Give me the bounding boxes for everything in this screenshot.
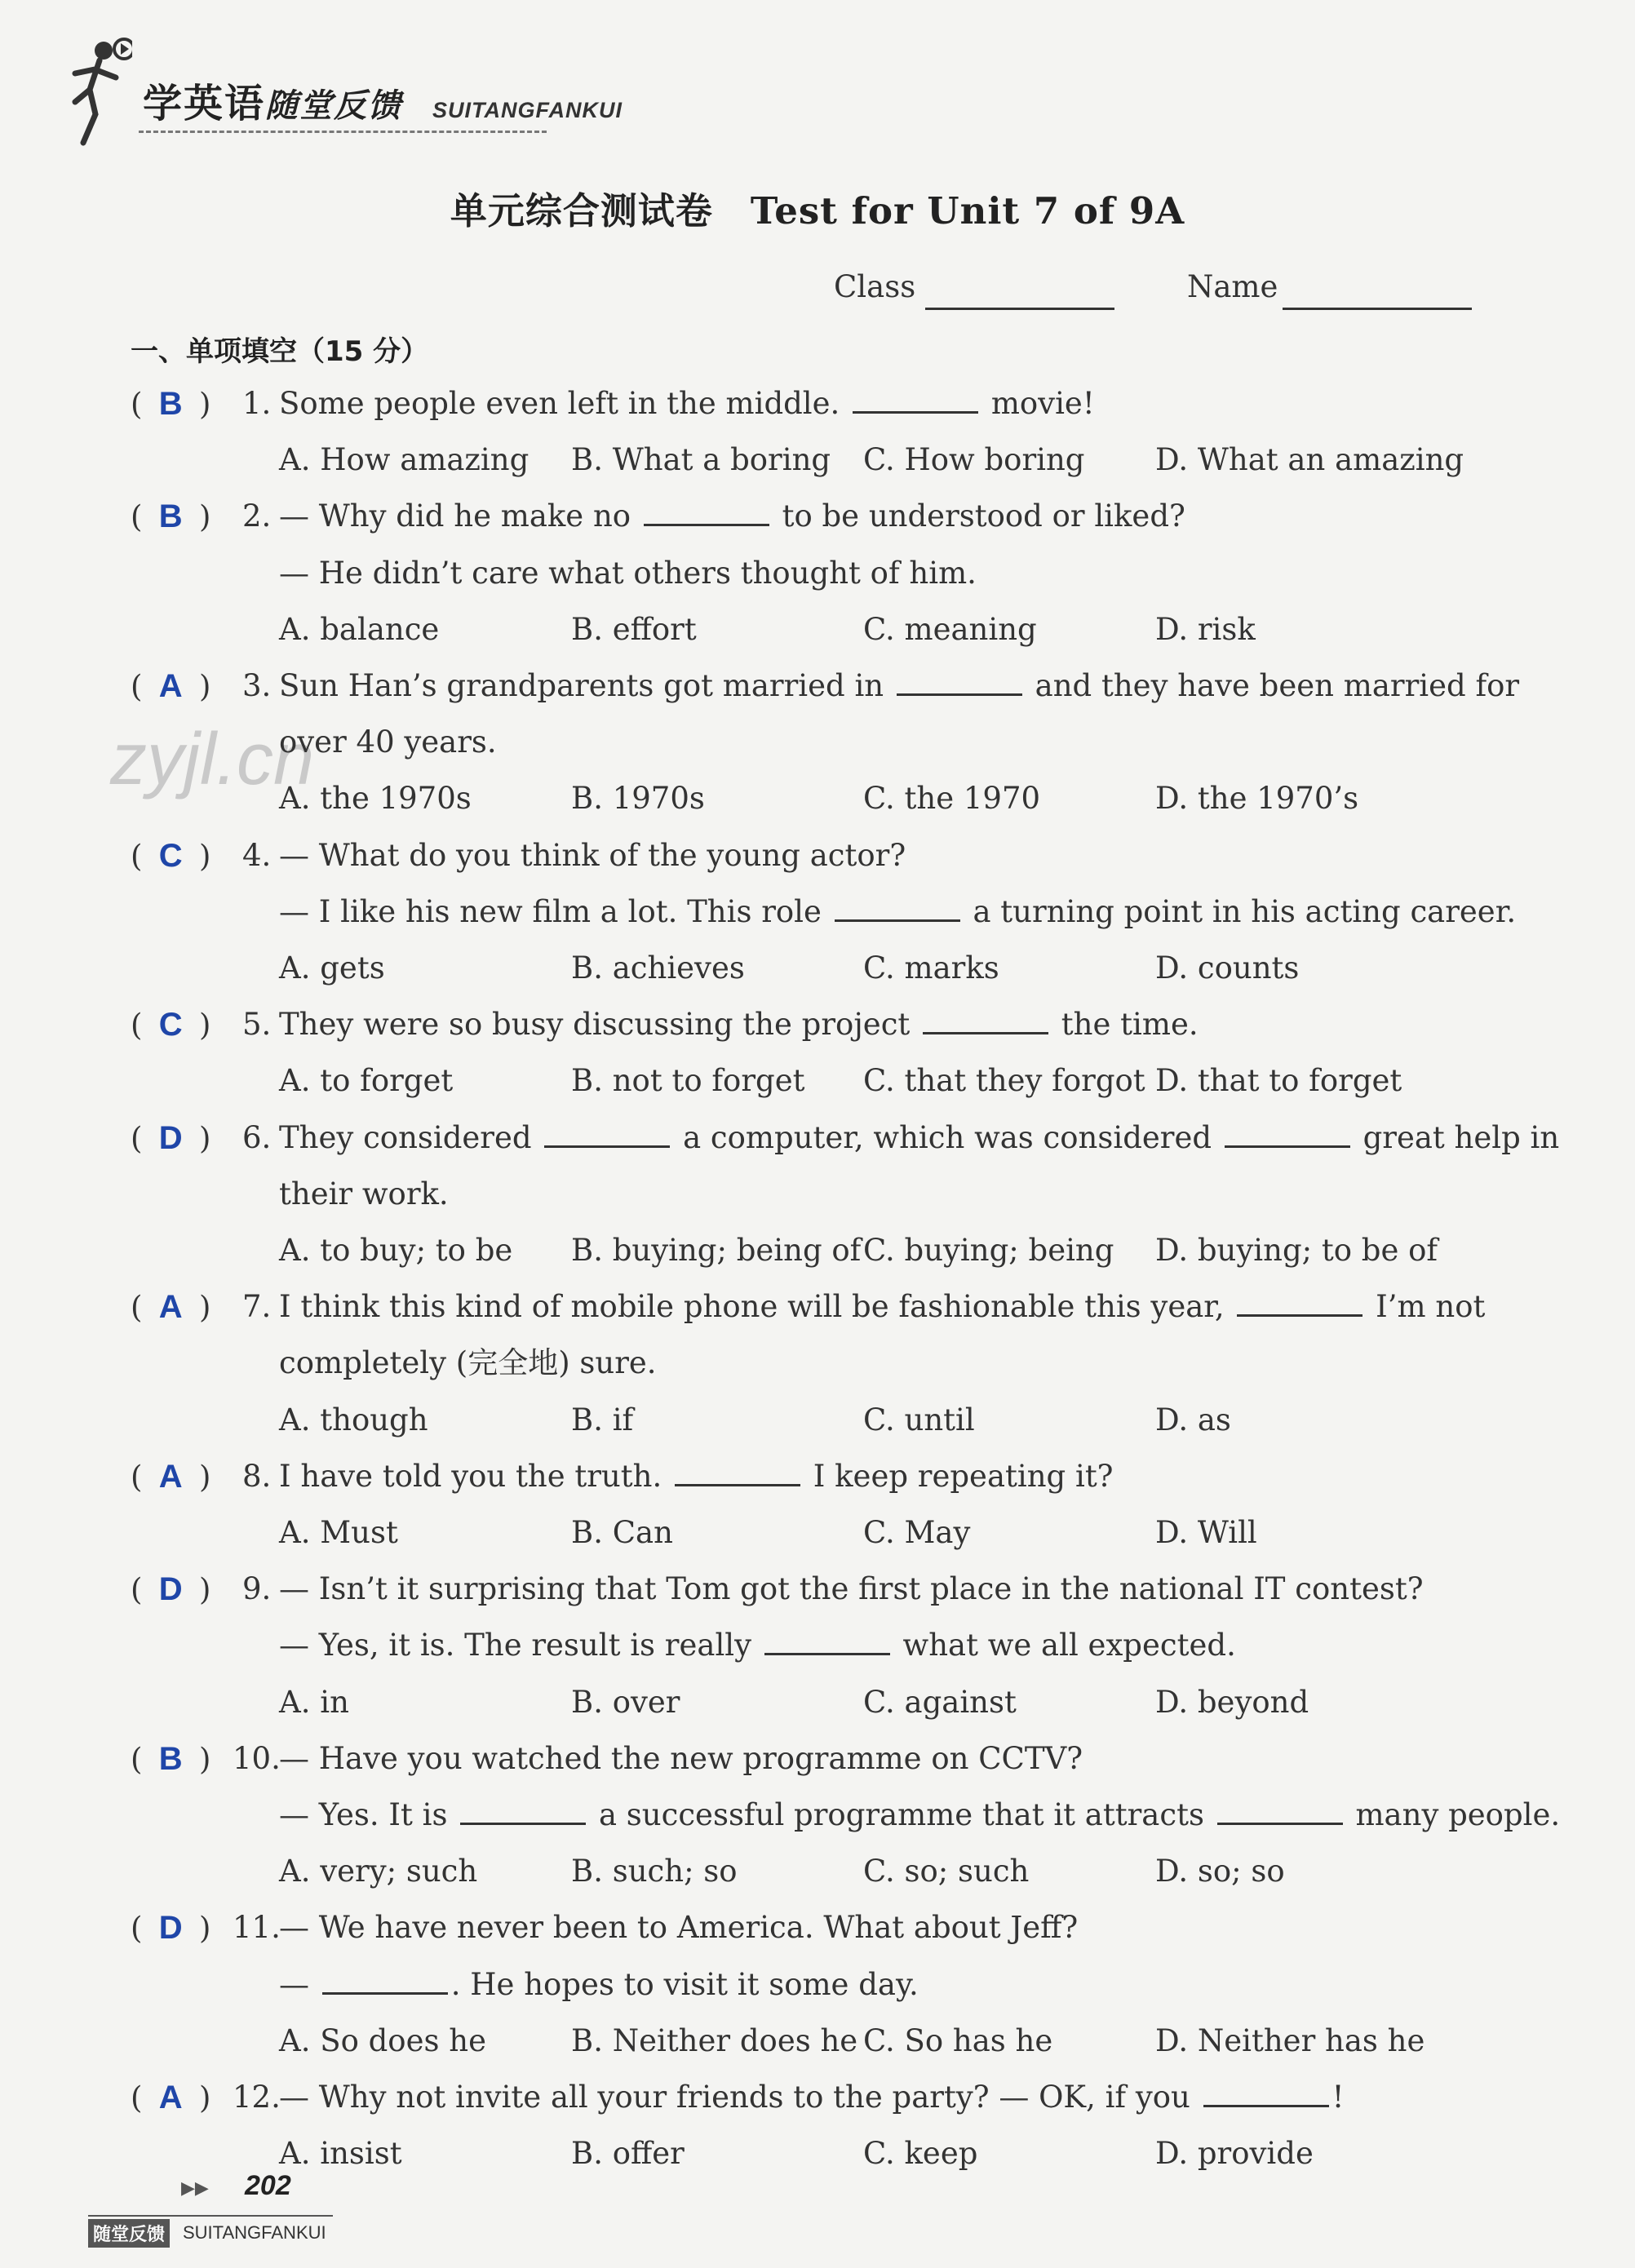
option-c[interactable]: C. keep [863,2136,978,2172]
question-text-segment: I keep repeating it? [803,1458,1114,1494]
question-text-continued [279,1965,919,2005]
question-text [279,1739,1083,1779]
option-b[interactable]: B. achieves [571,950,745,986]
question-number: 8. [242,1458,272,1494]
option-d[interactable]: D. What an amazing [1155,442,1464,478]
question-text-segment: the time. [1052,1007,1199,1043]
option-d[interactable]: D. so; so [1155,1854,1285,1889]
question-text [279,1456,1114,1497]
question-text [279,1118,1559,1158]
answer-letter: D [158,1910,183,1947]
question-text [279,496,1185,537]
question-number: 11. [233,1910,281,1946]
option-c[interactable]: C. buying; being [863,1233,1114,1268]
question-text-segment: — Have you watched the new programme on CCTV? [279,1740,1083,1776]
option-a[interactable]: A. balance [279,611,440,647]
answer-blank[interactable] [322,1968,448,1995]
question-text [279,2077,1345,2118]
answer-letter: B [158,498,183,535]
question-text [279,383,1095,424]
answer-letter: D [158,1119,183,1156]
answer-blank[interactable] [897,669,1022,696]
answer-blank[interactable] [1203,2080,1329,2107]
option-d[interactable]: D. beyond [1155,1684,1309,1720]
question-number: 12. [233,2080,281,2115]
option-b[interactable]: B. What a boring [571,442,831,478]
question-text [279,835,906,876]
question-text [279,1004,1199,1045]
brand-romanized: SUITANGFANKUI [432,98,623,122]
header-divider [139,131,547,133]
answer-letter: C [158,1007,183,1043]
answer-letter: B [158,1740,183,1777]
option-b[interactable]: B. if [571,1402,634,1437]
option-b[interactable]: B. over [571,1684,680,1720]
option-b[interactable]: B. such; so [571,1854,738,1889]
question-text [279,1907,1078,1948]
answer-blank[interactable] [644,499,769,526]
option-c[interactable]: C. May [863,1515,971,1550]
option-a[interactable]: A. to forget [279,1063,454,1099]
question-text-segment: Sun Han’s grandparents got married in [279,668,893,703]
question-text [279,1569,1424,1610]
brand-logo [143,72,402,128]
question-number: 5. [242,1007,272,1043]
question-text-segment: I think this kind of mobile phone will be fashionable this year, [279,1289,1234,1325]
question-text-segment: They considered [279,1119,542,1155]
option-b[interactable]: B. Can [571,1515,673,1550]
question-number: 9. [242,1571,272,1607]
answer-blank[interactable] [1217,1798,1343,1825]
answer-slot[interactable]: ( C ) [131,1004,220,1046]
option-a[interactable]: A. to buy; to be [279,1233,513,1268]
question-text-segment: what we all expected. [893,1628,1236,1663]
brand-suffix: 随堂反馈 [265,87,403,125]
question-text-continued [279,1343,657,1384]
question-text-segment: and they have been married for [1025,668,1520,703]
section-heading: 一、单项填空（15 分） [131,335,429,368]
option-b[interactable]: B. buying; being of [571,1233,862,1268]
option-a[interactable]: A. the 1970s [279,781,472,817]
option-a[interactable]: A. insist [279,2136,402,2172]
question-text-segment: . He hopes to visit it some day. [450,1966,919,2002]
answer-blank[interactable] [835,895,960,922]
answer-slot[interactable]: ( D ) [131,1569,220,1610]
question-number: 10. [233,1740,281,1776]
answer-blank[interactable] [853,387,978,414]
question-text-continued [279,1174,449,1215]
answer-letter: A [158,1289,183,1326]
question-text-continued [279,553,977,594]
question-number: 6. [242,1119,272,1155]
question-text-segment: — We have never been to America. What about Jeff? [279,1910,1079,1946]
option-c[interactable]: C. How boring [863,442,1085,478]
page-arrows-icon: ▶▶ [181,2178,209,2199]
option-b[interactable]: B. offer [571,2136,685,2172]
class-blank[interactable] [925,308,1114,310]
option-d[interactable]: D. provide [1155,2136,1314,2172]
answer-blank[interactable] [1237,1290,1362,1317]
option-d[interactable]: D. the 1970’s [1155,781,1359,817]
brand-name: 学英语 [143,81,266,126]
name-label: Name [1187,269,1278,304]
question-number: 3. [242,668,272,703]
question-number: 4. [242,837,272,873]
question-text-segment: many people. [1345,1797,1561,1832]
class-label: Class [834,269,916,304]
answer-blank[interactable] [764,1628,890,1655]
option-a[interactable]: A. in [279,1684,349,1720]
question-text-segment: completely (完全地) sure. [279,1345,657,1381]
answer-blank[interactable] [544,1121,670,1148]
option-d[interactable]: D. buying; to be of [1155,1233,1438,1268]
option-c[interactable]: C. meaning [863,611,1037,647]
question-text-segment: — [279,1966,319,2002]
question-text-segment: — Isn’t it surprising that Tom got the first place in the national IT contest? [279,1571,1424,1607]
answer-blank[interactable] [675,1460,800,1486]
question-text-segment: a computer, which was considered [673,1119,1221,1155]
option-c[interactable]: C. So has he [863,2022,1053,2058]
question-text-segment: their work. [279,1176,449,1212]
question-number: 1. [242,386,272,421]
option-c[interactable]: C. against [863,1684,1017,1720]
question-text-segment: to be understood or liked? [772,498,1185,534]
question-text-continued [279,722,497,763]
option-a[interactable]: A. though [279,1402,428,1437]
option-d[interactable]: D. counts [1155,950,1300,986]
option-d[interactable]: D. Neither has he [1155,2022,1425,2058]
answer-slot[interactable]: ( B ) [131,496,220,538]
option-c[interactable]: C. until [863,1402,975,1437]
answer-slot[interactable]: ( B ) [131,383,220,425]
question-number: 2. [242,498,272,534]
answer-letter: B [158,386,183,422]
question-text [279,666,1519,707]
option-d[interactable]: D. that to forget [1155,1063,1402,1099]
question-text-segment: — Why not invite all your friends to the party? — OK, if you [279,2080,1200,2115]
option-d[interactable]: D. risk [1155,611,1256,647]
answer-slot[interactable]: ( B ) [131,1739,220,1780]
answer-blank[interactable] [460,1798,586,1825]
option-b[interactable]: B. Neither does he [571,2022,858,2058]
watermark: zyjl.cn [110,719,315,800]
question-text-segment: — I like his new film a lot. This role [279,893,831,929]
question-text-segment: a turning point in his acting career. [963,893,1517,929]
question-text [279,1287,1485,1327]
question-text-segment: — Yes, it is. The result is really [279,1628,761,1663]
option-d[interactable]: D. as [1155,1402,1231,1437]
option-a[interactable]: A. Must [279,1515,398,1550]
question-text-continued [279,892,1516,932]
footer-badge: 随堂反馈 [88,2219,170,2248]
answer-slot[interactable]: ( A ) [131,1287,220,1328]
question-text-segment: I have told you the truth. [279,1458,671,1494]
answer-letter: C [158,837,183,874]
question-text-segment: Some people even left in the middle. [279,386,850,421]
answer-slot[interactable]: ( A ) [131,1456,220,1498]
question-text-segment: — Why did he make no [279,498,640,534]
page-number: 202 [245,2170,291,2201]
option-c[interactable]: C. that they forgot [863,1063,1145,1099]
answer-letter: A [158,1458,183,1495]
question-text-segment: They were so busy discussing the project [279,1007,920,1043]
option-d[interactable]: D. Will [1155,1515,1257,1550]
answer-letter: D [158,1571,183,1608]
question-text-segment: a successful programme that it attracts [589,1797,1214,1832]
option-c[interactable]: C. so; such [863,1854,1030,1889]
option-c[interactable]: C. the 1970 [863,781,1041,817]
question-number: 7. [242,1289,272,1325]
option-a[interactable]: A. How amazing [279,442,529,478]
question-text-segment: movie! [981,386,1095,421]
option-b[interactable]: B. not to forget [571,1063,805,1099]
option-a[interactable]: A. So does he [279,2022,486,2058]
question-text-segment: over 40 years. [279,724,497,760]
option-a[interactable]: A. very; such [279,1854,478,1889]
option-b[interactable]: B. effort [571,611,697,647]
answer-slot[interactable]: ( D ) [131,1118,220,1159]
answer-slot[interactable]: ( A ) [131,2077,220,2119]
question-text-continued [279,1795,1560,1836]
question-text-continued [279,1625,1236,1666]
answer-slot[interactable]: ( C ) [131,835,220,877]
question-text-segment: ! [1331,2080,1345,2115]
answer-blank[interactable] [923,1008,1048,1034]
question-text-segment: — He didn’t care what others thought of him. [279,555,977,591]
name-blank[interactable] [1283,308,1472,310]
option-b[interactable]: B. 1970s [571,781,705,817]
answer-blank[interactable] [1225,1121,1350,1148]
question-text-segment: — Yes. It is [279,1797,458,1832]
answer-slot[interactable]: ( D ) [131,1907,220,1949]
footer-romanized: SUITANGFANKUI [183,2222,326,2243]
option-a[interactable]: A. gets [279,950,385,986]
question-text-segment: — What do you think of the young actor? [279,837,906,873]
answer-letter: A [158,668,183,704]
answer-letter: A [158,2080,183,2115]
answer-slot[interactable]: ( A ) [131,666,220,707]
question-text-segment: great help in [1353,1119,1560,1155]
option-c[interactable]: C. marks [863,950,999,986]
question-text-segment: I’m not [1366,1289,1486,1325]
runner-logo-icon [59,33,132,147]
footer-divider [88,2215,333,2217]
page-title: 单元综合测试卷 Test for Unit 7 of 9A [450,189,1185,233]
